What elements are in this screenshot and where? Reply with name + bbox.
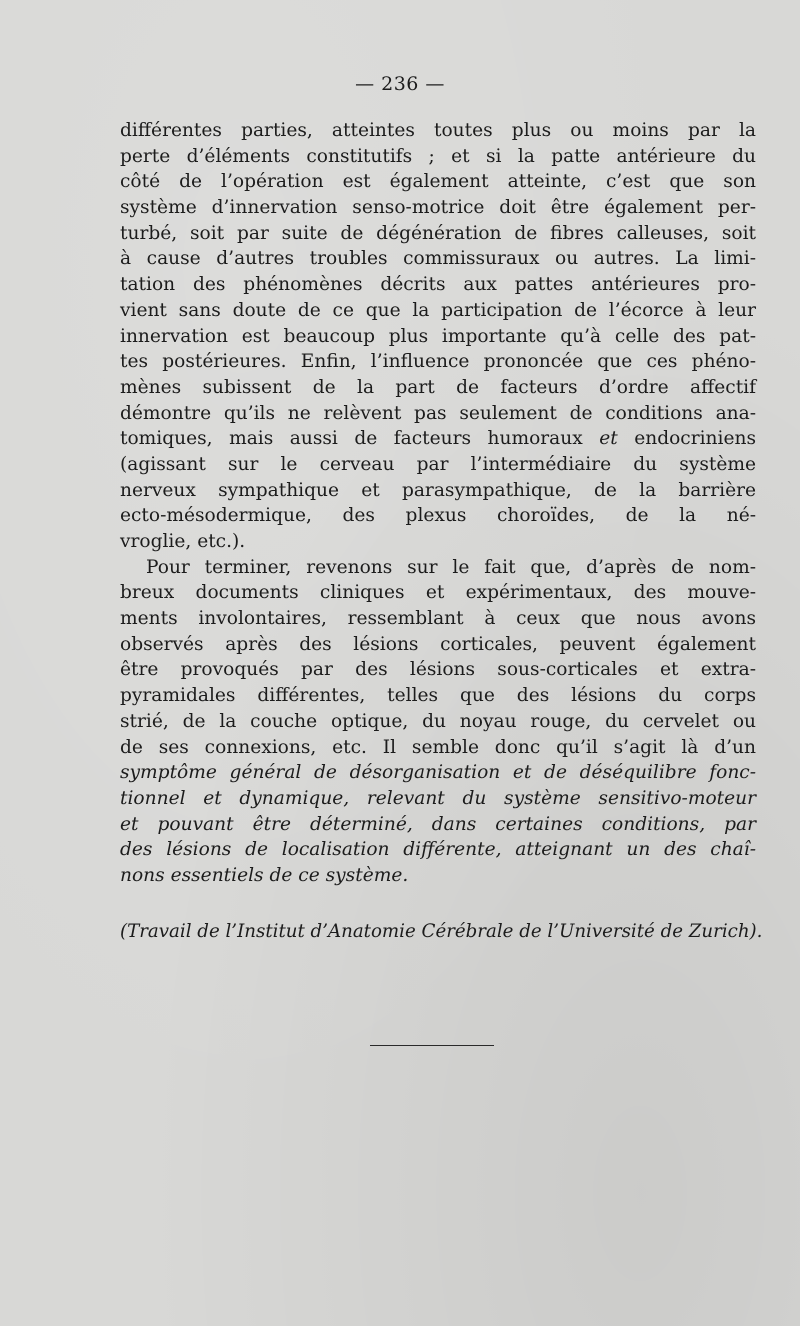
text-line: être provoqués par des lésions sous-corticales et extra- <box>120 659 756 681</box>
text-line: perte d’éléments constitutifs ; et si la patte antérieure du <box>120 145 756 167</box>
text-line: tation des phénomènes décrits aux pattes antérieures pro- <box>120 274 756 296</box>
text-line: démontre qu’ils ne relèvent pas seulement de conditions ana- <box>120 402 756 424</box>
text-line: breux documents cliniques et expérimentaux, des mouve- <box>120 582 756 604</box>
text-line: (agissant sur le cerveau par l’intermédiaire du système <box>120 453 756 475</box>
text-line: nerveux sympathique et parasympathique, de la barrière <box>120 479 756 501</box>
text-segment: tomiques, mais aussi de facteurs humoraux <box>120 428 583 450</box>
text-line: Pour terminer, revenons sur le fait que, d’après de nom- <box>146 556 756 578</box>
italic-line: symptôme général de désorganisation et de déséquilibre fonc- <box>120 762 756 784</box>
italic-word: et <box>599 428 618 450</box>
italic-line: tionnel et dynamique, relevant du système sensitivo-moteur <box>120 787 756 809</box>
text-line: côté de l’opération est également atteinte, c’est que son <box>120 171 756 193</box>
text-line: observés après des lésions corticales, peuvent également <box>120 633 756 655</box>
italic-line: nons essentiels de ce système. <box>120 864 409 886</box>
text-line: ecto-mésodermique, des plexus choroïdes, de la né- <box>120 505 756 527</box>
text-line: différentes parties, atteintes toutes plus ou moins par la <box>120 120 756 141</box>
page-number: — 236 — <box>355 73 445 95</box>
italic-line: des lésions de localisation différente, atteignant un des chaî- <box>120 839 756 861</box>
text-line: tes postérieures. Enfin, l’influence prononcée que ces phéno- <box>120 351 756 373</box>
text-line: pyramidales différentes, telles que des lésions du corps <box>120 685 756 707</box>
text-line: innervation est beaucoup plus importante qu’à celle des pat- <box>120 325 756 347</box>
text-line: à cause d’autres troubles commissuraux ou autres. La limi- <box>120 248 756 270</box>
text-line: vroglie, etc.). <box>120 531 246 552</box>
text-line: turbé, soit par suite de dégénération de fibres calleuses, soit <box>120 222 756 244</box>
text-segment: endocriniens <box>634 428 756 450</box>
institution-note: (Travail de l’Institut d’Anatomie Cérébrale de l’Université de Zurich). <box>120 921 763 942</box>
text-line: vient sans doute de ce que la participation de l’écorce à leur <box>120 299 756 321</box>
text-line: de ses connexions, etc. Il semble donc qu’il s’agit là d’un <box>120 736 756 758</box>
text-line-mixed <box>120 426 756 452</box>
text-line: ments involontaires, ressemblant à ceux que nous avons <box>120 608 756 630</box>
body-text <box>120 118 756 889</box>
text-line: système d’innervation senso-motrice doit être également per- <box>120 197 756 219</box>
italic-line: et pouvant être déterminé, dans certaines conditions, par <box>120 813 756 835</box>
text-line: mènes subissent de la part de facteurs d’ordre affectif <box>120 376 756 398</box>
text-line: strié, de la couche optique, du noyau rouge, du cervelet ou <box>120 710 756 732</box>
end-divider <box>370 1045 494 1046</box>
